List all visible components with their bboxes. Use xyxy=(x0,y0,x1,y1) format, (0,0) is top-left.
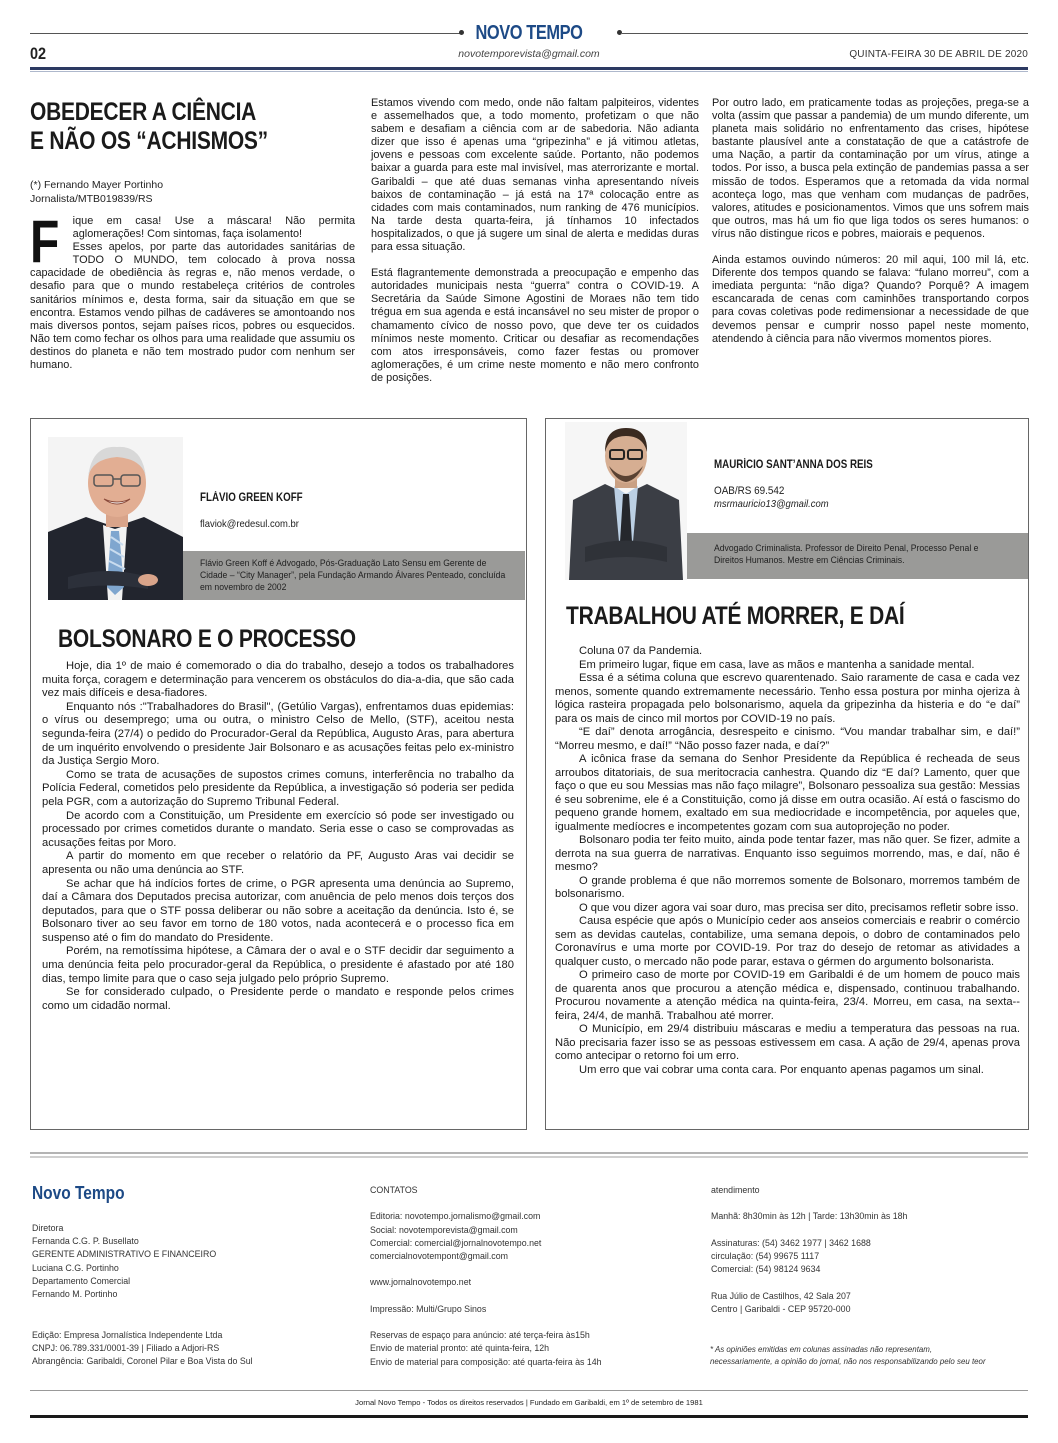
disclaimer-line: * As opiniões emitidas em colunas assinadas não representam, xyxy=(710,1344,933,1354)
column-paragraph: Como se trata de acusações de supostos crimes comuns, interferência no trabalho da Polícia Federal, cometidos pelo presidente da República, a investigação só poderia ser pedida pela PGR, com a autorização do Supremo Tribunal Federal. xyxy=(42,768,514,808)
column-paragraph: Se for considerado culpado, o Presidente perde o mandato e responde pelos crimes como um cidadão normal. xyxy=(42,986,514,1012)
contact-email[interactable]: Social: novotemporevista@gmail.com xyxy=(370,1224,518,1236)
spacer xyxy=(370,1316,602,1329)
column-paragraph: Causa espécie que após o Município ceder aos anseios comerciais e reabrir o comércio sem as devidas cautelas, contabilize, uma semana depois, o dobro de contaminados pelo Coronavírus e uma morte por COVID-19. Por traz do desejo de retomar as atividades a qualquer custo, o mercado não pode parar, estava o gérmen do argumento bolsonarista. xyxy=(555,915,1020,968)
address-line: Rua Júlio de Castilhos, 42 Sala 207 xyxy=(711,1290,851,1302)
footer-divider-light xyxy=(30,1156,1028,1158)
column-paragraph: Bolsonaro podia ter feito muito, ainda pode tentar fazer, mas não quer. Se fizer, admite a derrota na sua guerra de narrativas. Enquanto isso seguimos morrendo, mas, e daí, não é mesmo? xyxy=(555,834,1020,873)
spacer xyxy=(370,1263,602,1276)
byline-author: (*) Fernando Mayer Portinho xyxy=(30,179,164,191)
staff-line: GERENTE ADMINISTRATIVO E FINANCEIRO xyxy=(32,1249,217,1261)
column-paragraph: Se achar que há indícios fortes de crime, o PGR apresenta uma denúncia ao Supremo, daí a Câmara dos Deputados precisa autorizar, com anuência de pelo menos dois terços dos deputados, para que o STF possa deliberar ou não sobre a aceitação da denúncia. Isto é, se Bolsonaro tiver ao seu favor em torno de 180 votos, nada acontecerá e o processo fica em suspenso até o fim do mandato do Presidente. xyxy=(42,877,514,944)
phone-line: circulação: (54) 99675 1117 xyxy=(711,1250,820,1262)
deadline-line: Envio de material para composição: até quarta-feira às 14h xyxy=(370,1356,602,1368)
phone-line: Comercial: (54) 98124 9634 xyxy=(711,1264,821,1276)
staff-line: Diretora xyxy=(32,1223,64,1234)
headline-line-2: E NÃO OS “ACHISMOS” xyxy=(30,127,268,155)
contact-email[interactable]: Comercial: comercial@jornalnovotempo.net xyxy=(370,1237,542,1249)
staff-line: Fernanda C.G. P. Busellato xyxy=(32,1236,139,1248)
article-paragraph: Estamos vivendo com medo, onde não faltam palpiteiros, videntes e assemelhados que, a todo momento, profetizam o que não sabem e desafiam a ciência com ar de sabedoria. Não adianta dizer que isso é apenas uma “gripezinha” e já vitimou atletas, jovens e pessoas com excelente saúde. Portanto, não podemos baixar a guarda para este mal invisível, mas aterrorizante e mortal. Garibaldi – que até duas semanas vinha apresentando níveis baixos de contaminação – já está na 17ª colocação entre as cidades com mais contaminados, num ranking de 476 municípios. Na tarde desta quarta-feira, já tínhamos 10 infectados hospitalizados, o que já sugere um sinal de alerta e medidas duras para essa situação. xyxy=(371,97,699,254)
author-bio: Advogado Criminalista. Professor de Direito Penal, Processo Penal e Direitos Humanos. Mestre em Ciências Criminais. xyxy=(714,543,979,566)
spacer xyxy=(370,1290,602,1303)
drop-cap: F xyxy=(30,208,60,275)
article-paragraph: Por outro lado, em praticamente todas as projeções, prega-se a volta (assim que passar a pandemia) de um mundo diferente, um planeta mais solidário no enfrentamento das crises, hipótese bastante plausível ante a constatação de que a catástrofe de uma Nação, a partir da contaminação por um vírus, atinge a todos. Por isso, a busca pela extinção de pandemias passa a ser missão de todos. Esperamos que a retomada da vida normal aconteça logo, mas que venham com mudanças de padrões, valores, atitudes e posicionamentos. Vimos que uns sofrem mais que outros, mas há um fio que liga todos os seres humanos: o vírus não distingue ricos e pobres, maiorais e pequenos. xyxy=(712,97,1029,240)
article-paragraph: Ainda estamos ouvindo números: 20 mil aqui, 100 mil lá, etc. Diferente dos tempos quando se falava: “fulano morreu”, com a imediata pergunta: “não diga? Quando? Porquê? A imagem escancarada de cenas com caminhões transportando corpos para covas coletivas pode redimensionar a necessidade de que devemos pensar e cumprir nosso papel neste momento, atendendo à ciência para não vivermos momentos piores. xyxy=(712,254,1029,345)
footer-contacts xyxy=(370,1184,602,1369)
column-paragraph: Porém, na remotíssima hipótese, a Câmara der o aval e o STF decidir dar seguimento a uma denúncia feita pelo procurador-geral da República, o presidente é afastado por até 180 dias, tempo limite para que o caso seja julgado pelo próprio Supremo. xyxy=(42,945,514,985)
column-body xyxy=(555,645,1020,1077)
page-number: 02 xyxy=(30,44,47,63)
deadline-line: Envio de material pronto: até quinta-feira, 12h xyxy=(370,1343,550,1355)
contacts-heading: CONTATOS xyxy=(370,1185,418,1196)
author-registration: OAB/RS 69.542 xyxy=(714,485,785,497)
footer-disclaimer xyxy=(710,1343,986,1367)
article-headline xyxy=(30,98,349,156)
column-paragraph: Coluna 07 da Pandemia. xyxy=(579,645,703,657)
address-line: Centro | Garibaldi - CEP 95720-000 xyxy=(711,1303,851,1315)
paragraph-text: Esses apelos, por parte das autoridades sanitárias de TODO O MUNDO, tem colocado à prova nossa capacidade de obediência às regras e, não menos verdade, o desafio para que o mundo restabeleça critérios de controles sanitários mínimos e, desta forma, sair da situação em que se encontra. Estamos vendo pilhas de cadáveres se amontoando nos mais diversos pontos, sejam países ricos, pobres ou esquecidos. Não tem como fechar os olhos para uma realidade que assumiu os destinos do planeta e não tem mostrado pudor com nenhum ser humano. xyxy=(30,241,355,372)
issue-date: QUINTA-FEIRA 30 DE ABRIL DE 2020 xyxy=(849,49,1028,60)
column-paragraph: O que vou dizer agora vai soar duro, mas precisa ser dito, precisamos refletir sobre isso. xyxy=(579,901,1019,914)
author-photo-flavio xyxy=(48,437,183,600)
footer-divider xyxy=(30,1152,1028,1154)
column-paragraph: Um erro que vai cobrar uma conta cara. Por enquanto apenas pagamos um sinal. xyxy=(579,1063,984,1076)
article-paragraph: Está flagrantemente demonstrada a preocupação e empenho das autoridades municipais nesta “guerra” contra o COVID-19. A Secretária da Saúde Simone Agostini de Moraes não tem tido trégua em sua agenda e está incansável no seu mister de propor o chamamento cívico de nosso povo, que deve ter os cuidados mínimos neste momento. Criticar ou desafiar as recomendações com atos irresponsáveis, como fazer festas ou promover aglomerações, é um crime neste momento e não mero confronto de posições. xyxy=(371,267,699,384)
disclaimer-line: necessariamente, a opinião do jornal, não nos responsabilizando pelo seu teor xyxy=(710,1356,986,1366)
column-paragraph: O primeiro caso de morte por COVID-19 em Garibaldi é de um homem de pouco mais de quarenta anos que procurou a atenção médica e, dispensado, continuou trabalhando. Procurou novamente a atenção médica na quinta-feira, 23/4. Morreu, em casa, na sexta--feira, 24/4, de manhã. Trabalhou até morrer. xyxy=(555,969,1020,1022)
portrait-icon xyxy=(48,437,183,600)
spacer xyxy=(370,1197,602,1210)
column-title: BOLSONARO E O PROCESSO xyxy=(58,625,356,653)
contact-email[interactable]: comercialnovotempont@gmail.com xyxy=(370,1251,508,1262)
article-paragraph xyxy=(30,208,355,372)
staff-line: Fernando M. Portinho xyxy=(32,1289,118,1301)
masthead-brand: NOVO TEMPO xyxy=(475,22,583,44)
spacer xyxy=(711,1224,907,1237)
article-column-3 xyxy=(712,97,1029,346)
publisher-line: Edição: Empresa Jornalística Independente Ltda xyxy=(32,1330,223,1341)
service-hours: Manhã: 8h30min às 12h | Tarde: 13h30min às 18h xyxy=(711,1211,908,1223)
footer-publisher xyxy=(32,1329,253,1369)
author-email[interactable]: flaviok@redesul.com.br xyxy=(200,518,299,530)
article-column-1 xyxy=(30,208,355,372)
website-link[interactable]: www.jornalnovotempo.net xyxy=(370,1277,472,1289)
column-paragraph: O Município, em 29/4 distribuiu máscaras e mediu a temperatura das pessoas na rua. Não precisaria fazer isso se as pessoas estivessem em casa. A ação de 29/4, apenas prova como antecipar o retorno foi um erro. xyxy=(555,1023,1020,1062)
publisher-line: Abrangência: Garibaldi, Coronel Pilar e Boa Vista do Sul xyxy=(32,1356,253,1368)
footer-staff xyxy=(32,1222,216,1301)
spacer xyxy=(711,1197,907,1210)
column-paragraph: Essa é a sétima coluna que escrevo quarentenado. Saio raramente de casa e cada vez menos, somente quando extremamente necessário. Tenho essa postura por minha ojeriza à lógica rasteira propagada pelo bolsonarismo, aquela da gripezinha da histeria e do “e daí” para os mais de cinco mil mortos por COVID-19 no país. xyxy=(555,672,1020,725)
column-body xyxy=(42,660,514,1013)
header-divider-light xyxy=(30,71,1028,72)
article-byline xyxy=(30,178,163,206)
footer-service xyxy=(711,1184,907,1316)
column-paragraph: O grande problema é que não morremos somente de Bolsonaro, morremos também de bolsonarismo. xyxy=(555,874,1020,900)
header-divider xyxy=(30,67,1028,70)
footer-brand: Novo Tempo xyxy=(32,1183,125,1203)
masthead-email[interactable]: novotemporevista@gmail.com xyxy=(458,48,600,60)
headline-line-1: OBEDECER A CIÊNCIA xyxy=(30,98,257,126)
column-paragraph: A icônica frase da semana do Senhor Presidente da República é recheada de seus arroubos ditatoriais, de sua meritocracia canhestra. Quando diz “E daí? Lamento, quer que faço o que eu sou Messias mas não faço milagre”, Bolsonaro pessoaliza sua gestão: Messias é seu sobrenime, ele é a Constituição, como já disse em outra ocasião. Aí está o fascismo do pequeno grande homem, exaltado em sua mediocridade e incompetência, por aqueles que, igualmente medíocres e incompetentes gozam com sua autoprojeção no poder. xyxy=(555,753,1020,833)
staff-line: Luciana C.G. Portinho xyxy=(32,1262,119,1274)
service-heading: atendimento xyxy=(711,1185,760,1196)
bottom-bar xyxy=(30,1415,1028,1418)
author-name: FLÁVIO GREEN KOFF xyxy=(200,492,303,504)
publisher-line: CNPJ: 06.789.331/0001-39 | Filiado a Adjori-RS xyxy=(32,1343,220,1355)
column-title: TRABALHOU ATÉ MORRER, E DAÍ xyxy=(566,602,905,630)
spacer xyxy=(711,1276,907,1289)
author-email[interactable]: msrmauricio13@gmail.com xyxy=(714,498,829,510)
author-name: MAURÍCIO SANT’ANNA DOS REIS xyxy=(714,459,873,471)
column-paragraph: De acordo com a Constituição, um Presidente em exercício só pode ser investigado ou processado por crimes cometidos durante o mandato. Seria esse o caso se comprovadas as acusações feitas por Moro. xyxy=(42,809,514,849)
article-column-2 xyxy=(371,97,699,385)
column-paragraph: Enquanto nós :"Trabalhadores do Brasil", (Getúlio Vargas), enfrentamos duas epidemias: o vírus ou desemprego; uma ou outra, o ministro Celso de Mello, (STF), aceitou nesta segunda-feira (27/4) o pedido do Procurador-Geral da República, Augusto Aras, para abertura de um inquérito envolvendo o presidente Jair Bolsonaro e as acusações feitas pelo ex-ministro da Justiça Sergio Moro. xyxy=(42,700,514,768)
portrait-icon xyxy=(565,422,687,580)
column-paragraph: Em primeiro lugar, fique em casa, lave as mãos e mantenha a sanidade mental. xyxy=(579,658,975,671)
author-bio: Flávio Green Koff é Advogado, Pós-Graduação Lato Sensu em Gerente de Cidade – “City Manager”, pela Fundação Armando Álvares Penteado, concluída em novembro de 2002 xyxy=(200,558,506,593)
deadline-line: Reservas de espaço para anúncio: até terça-feira às15h xyxy=(370,1330,590,1342)
column-paragraph: A partir do momento em que receber o relatório da PF, Augusto Aras vai decidir se apresenta ou não uma denúncia ao STF. xyxy=(42,850,514,876)
column-paragraph: “E daí” denota arrogância, desrespeito e cinismo. “Vou mandar trabalhar sim, e daí!” “Morreu mesmo, e daí!” “Não posso fazer nada, e daí?” xyxy=(555,726,1020,752)
phone-line: Assinaturas: (54) 3462 1977 | 3462 1688 xyxy=(711,1237,871,1249)
contact-email[interactable]: Editoria: novotempo.jornalismo@gmail.com xyxy=(370,1211,541,1223)
column-paragraph: Hoje, dia 1º de maio é comemorado o dia do trabalho, desejo a todos os trabalhadores muita força, coragem e determinação para vencerem os obstáculos do dia-a-dia, que são cada vez mais difíceis e desa-fiadores. xyxy=(42,660,514,700)
printing-info: Impressão: Multi/Grupo Sinos xyxy=(370,1303,487,1315)
staff-line: Departamento Comercial xyxy=(32,1275,131,1287)
copyright-text: Jornal Novo Tempo - Todos os direitos reservados | Fundado em Garibaldi, em 1º de setembro de 1981 xyxy=(355,1398,703,1407)
author-photo-mauricio xyxy=(565,422,687,580)
paragraph-text: ique em casa! Use a máscara! Não permita aglomerações! Com sintomas, faça isolamento! xyxy=(72,215,355,241)
copyright-rule xyxy=(30,1390,1028,1391)
byline-role: Jornalista/MTB019839/RS xyxy=(30,193,153,205)
